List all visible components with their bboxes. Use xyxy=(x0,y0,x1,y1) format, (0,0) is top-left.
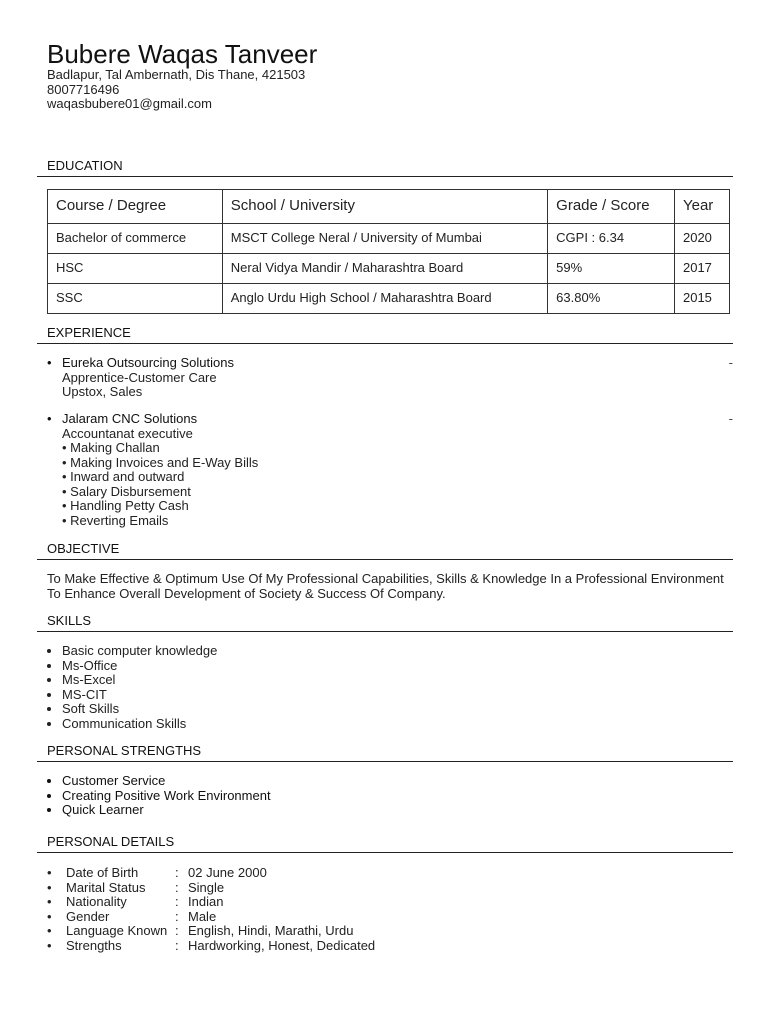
candidate-name: Bubere Waqas Tanveer xyxy=(47,39,318,69)
detail-label: Gender xyxy=(66,908,110,924)
email-address: waqasbubere01@gmail.com xyxy=(47,96,212,111)
experience-line: Apprentice-Customer Care xyxy=(62,369,217,385)
section-divider xyxy=(37,176,733,177)
table-cell: 2015 xyxy=(674,284,729,314)
table-cell: HSC xyxy=(48,254,223,284)
table-header-row xyxy=(48,190,730,224)
list-item xyxy=(47,924,375,939)
list-item: • Communication Skills xyxy=(62,717,217,732)
list-item: • Quick Learner xyxy=(62,803,271,818)
experience-item xyxy=(47,356,733,400)
section-divider xyxy=(37,559,733,560)
section-divider xyxy=(37,631,733,632)
section-divider xyxy=(37,343,733,344)
detail-value: Single xyxy=(188,879,225,895)
list-item: • Soft Skills xyxy=(62,702,217,717)
detail-separator: : xyxy=(175,865,179,880)
company-name: • Jalaram CNC Solutions xyxy=(47,412,733,427)
list-item xyxy=(47,866,375,881)
address: Badlapur, Tal Ambernath, Dis Thane, 421503 xyxy=(47,67,306,82)
list-item xyxy=(47,895,375,910)
table-cell: CGPI : 6.34 xyxy=(548,224,675,254)
detail-separator: : xyxy=(175,879,179,895)
table-row xyxy=(48,284,730,314)
list-item xyxy=(47,881,375,896)
detail-label: Nationality xyxy=(66,894,127,909)
detail-separator: : xyxy=(175,894,179,909)
detail-value: Hardworking, Honest, Dedicated xyxy=(188,937,376,953)
list-item: • Ms-Excel xyxy=(62,673,217,688)
list-item: • Basic computer knowledge xyxy=(62,644,217,659)
skills-list xyxy=(62,644,217,731)
detail-label: Marital Status xyxy=(66,879,146,895)
experience-line: • Inward and outward xyxy=(62,469,185,484)
section-title-education: EDUCATION xyxy=(47,158,123,173)
company-name: • Eureka Outsourcing Solutions xyxy=(47,356,733,371)
table-row xyxy=(48,224,730,254)
table-cell: 2017 xyxy=(674,254,729,284)
list-item: • Creating Positive Work Environment xyxy=(62,789,271,804)
personal-details-list xyxy=(47,866,375,953)
experience-line: • Making Invoices and E-Way Bills xyxy=(62,454,259,470)
experience-item xyxy=(47,412,733,528)
detail-value: Male xyxy=(188,908,217,924)
section-title-personal-details: PERSONAL DETAILS xyxy=(47,834,175,849)
employment-date: - xyxy=(728,411,733,426)
section-title-strengths: PERSONAL STRENGTHS xyxy=(47,743,202,758)
detail-value: 02 June 2000 xyxy=(188,865,267,880)
detail-value: Indian xyxy=(188,894,224,909)
column-header: Grade / Score xyxy=(548,190,675,224)
list-item: • Ms-Office xyxy=(62,659,217,674)
experience-line: • Salary Disbursement xyxy=(62,483,191,499)
column-header: School / University xyxy=(222,190,547,224)
detail-label: Date of Birth xyxy=(66,865,139,880)
experience-line: • Making Challan xyxy=(62,440,160,455)
list-item: • Customer Service xyxy=(62,774,271,789)
table-cell: 2020 xyxy=(674,224,729,254)
detail-separator: : xyxy=(175,908,179,924)
detail-value: English, Hindi, Marathi, Urdu xyxy=(188,923,354,938)
column-header: Year xyxy=(674,190,729,224)
section-divider xyxy=(37,761,733,762)
table-row xyxy=(48,254,730,284)
objective-text: To Make Effective & Optimum Use Of My Professional Capabilities, Skills & Knowledge In a Professional Environment To Enhance Overall Development of Society & Success Of Company. xyxy=(47,571,724,601)
education-table xyxy=(47,189,730,314)
table-cell: MSCT College Neral / University of Mumbai xyxy=(222,224,547,254)
table-cell: Neral Vidya Mandir / Maharashtra Board xyxy=(222,254,547,284)
section-divider xyxy=(37,852,733,853)
employment-date: - xyxy=(728,355,733,370)
table-cell: 59% xyxy=(548,254,675,284)
table-cell: Anglo Urdu High School / Maharashtra Board xyxy=(222,284,547,314)
contact-block xyxy=(47,68,305,112)
strengths-list xyxy=(62,774,271,818)
list-item xyxy=(47,910,375,925)
experience-line: Upstox, Sales xyxy=(62,384,143,399)
experience-line: • Handling Petty Cash xyxy=(62,498,189,513)
experience-line: • Reverting Emails xyxy=(62,512,169,528)
table-cell: SSC xyxy=(48,284,223,314)
table-cell: Bachelor of commerce xyxy=(48,224,223,254)
section-title-experience: EXPERIENCE xyxy=(47,325,131,340)
phone-number: 8007716496 xyxy=(47,81,120,97)
detail-label: Strengths xyxy=(66,937,122,953)
section-title-objective: OBJECTIVE xyxy=(47,541,120,556)
detail-label: Language Known xyxy=(66,923,168,938)
table-cell: 63.80% xyxy=(548,284,675,314)
experience-line: Accountanat executive xyxy=(62,425,193,441)
column-header: Course / Degree xyxy=(48,190,223,224)
detail-separator: : xyxy=(175,937,179,953)
detail-separator: : xyxy=(175,923,179,938)
section-title-skills: SKILLS xyxy=(47,613,92,628)
list-item xyxy=(47,939,375,954)
list-item: • MS-CIT xyxy=(62,688,217,703)
